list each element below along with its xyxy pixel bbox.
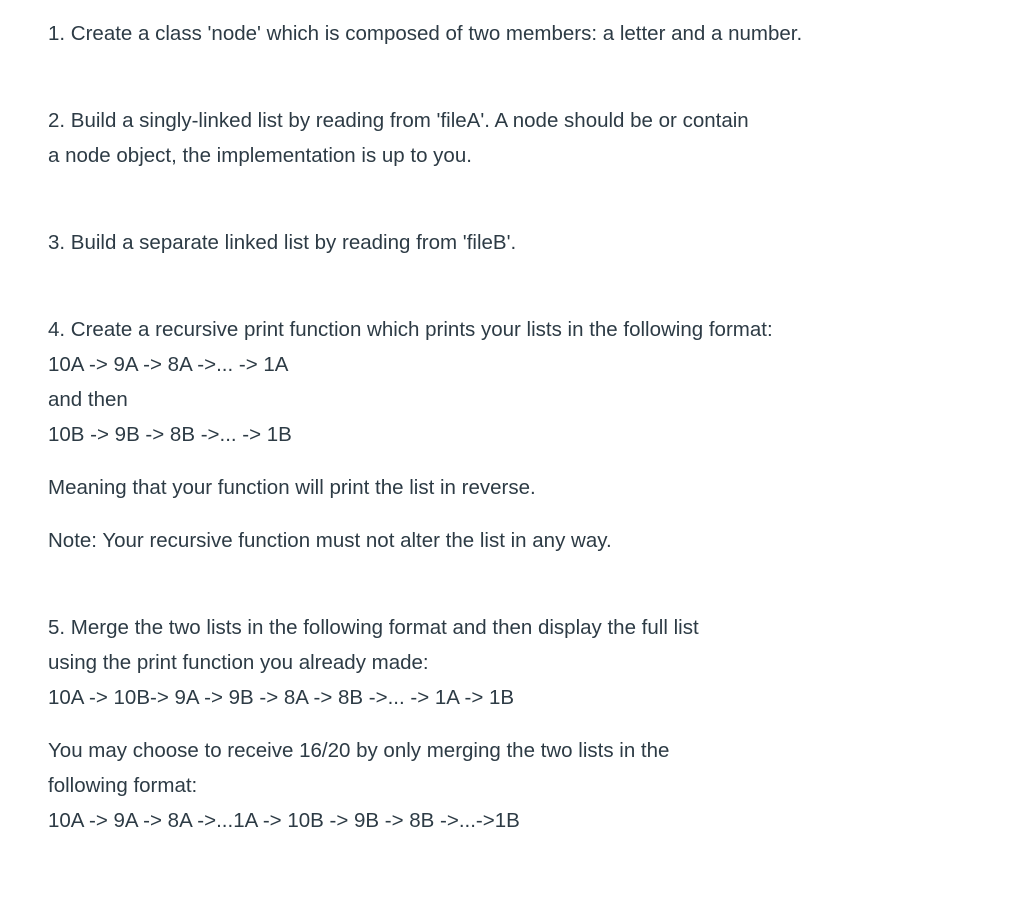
- item-1-line-1: 1. Create a class 'node' which is composed of two members: a letter and a number.: [48, 22, 803, 45]
- item-4-line-1: 4. Create a recursive print function which prints your lists in the following format:: [48, 318, 773, 341]
- item-2: [48, 103, 988, 173]
- item-1: [48, 16, 988, 51]
- item-5-alt-format: 10A -> 9A -> 8A ->...1A -> 10B -> 9B -> 8B ->...->1B: [48, 809, 520, 832]
- item-4-format-a: 10A -> 9A -> 8A ->... -> 1A: [48, 353, 289, 376]
- item-5-merge-format: 10A -> 10B-> 9A -> 9B -> 8A -> 8B ->... -> 1A -> 1B: [48, 686, 515, 709]
- item-4-note: Note: Your recursive function must not alter the list in any way.: [48, 529, 612, 552]
- item-5-line-2: using the print function you already made:: [48, 651, 429, 674]
- item-5: [48, 610, 988, 838]
- item-3: [48, 225, 988, 260]
- item-4-format-b: 10B -> 9B -> 8B ->... -> 1B: [48, 423, 292, 446]
- item-2-line-2: a node object, the implementation is up to you.: [48, 144, 472, 167]
- item-5-line-1: 5. Merge the two lists in the following format and then display the full list: [48, 616, 699, 639]
- item-5-alt-line-2: following format:: [48, 774, 198, 797]
- item-3-line-1: 3. Build a separate linked list by reading from 'fileB'.: [48, 231, 517, 254]
- item-2-line-1: 2. Build a singly-linked list by reading from 'fileA'. A node should be or contain: [48, 109, 749, 132]
- item-5-alt-line-1: You may choose to receive 16/20 by only merging the two lists in the: [48, 739, 670, 762]
- item-4-and-then: and then: [48, 388, 128, 411]
- item-4-meaning: Meaning that your function will print the list in reverse.: [48, 476, 536, 499]
- item-4: [48, 312, 988, 558]
